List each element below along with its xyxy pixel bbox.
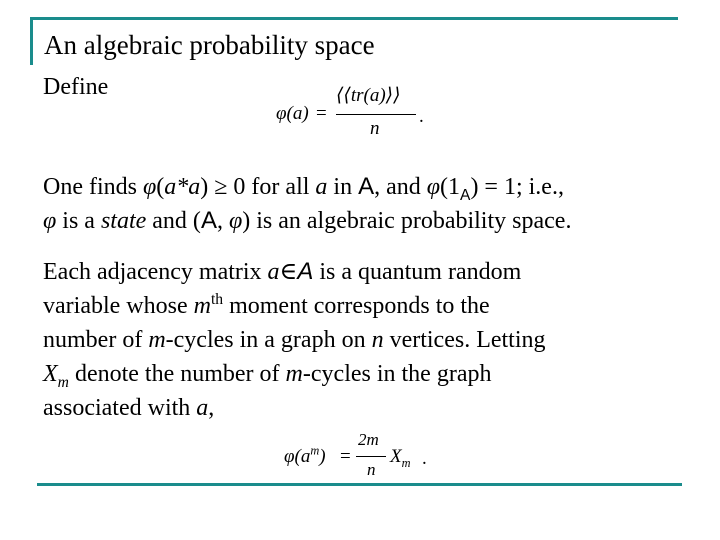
formula2-fraction-bar (356, 456, 386, 457)
element-of-symbol: ∈ (279, 259, 298, 285)
algebra-symbol: A (358, 173, 375, 200)
math-var: a (196, 395, 209, 421)
phi-symbol: φ (43, 208, 57, 234)
math-var: a*a (164, 174, 201, 200)
text-run: variable whose (43, 293, 194, 319)
text-run: denote the number of (68, 361, 286, 387)
formula2-equals: = (340, 446, 351, 467)
text-run: number of (43, 327, 149, 353)
formula2-lhs (284, 443, 326, 468)
phi-symbol: φ (142, 174, 157, 200)
formula1-equals: = (316, 103, 327, 124)
text-run: -cycles in the graph (302, 361, 492, 387)
text-run: One finds (43, 174, 143, 200)
para2-line5 (43, 391, 214, 425)
algebra-symbol: A (297, 258, 314, 285)
math-var: m (285, 361, 303, 387)
text-run: , (216, 208, 229, 234)
formula2-lhs-close: ) (319, 446, 326, 467)
math-var: m (148, 327, 166, 353)
para1-line1 (43, 170, 564, 204)
para2-line2 (43, 289, 490, 323)
text-run: -cycles in a graph on (165, 327, 372, 353)
slide-title: An algebraic probability space (44, 30, 375, 60)
superscript: th (210, 291, 224, 308)
formula-state-definition (276, 84, 446, 144)
formula2-denominator: n (367, 460, 376, 479)
text-run: ( (156, 174, 165, 200)
formula-moment (284, 430, 464, 485)
formula2-lhs-base: φ(a (284, 446, 311, 467)
subscript: A (460, 186, 471, 204)
text-run: moment corresponds to the (223, 293, 490, 319)
para2-line4 (43, 357, 491, 391)
para2-line1 (43, 255, 521, 289)
text-run: associated with (43, 395, 197, 421)
formula2-numerator: 2m (358, 430, 379, 449)
text-run: in (327, 174, 359, 200)
formula1-denominator: n (370, 118, 380, 139)
math-var: a (315, 174, 328, 200)
math-var: a (267, 259, 280, 285)
frame-left-rule (30, 17, 33, 65)
text-run: vertices. Letting (383, 327, 546, 353)
formula2-lhs-exponent: m (310, 443, 320, 458)
formula1-period: . (419, 106, 424, 127)
text-run: is a (56, 208, 101, 234)
text-run: is a quantum random (313, 259, 522, 285)
define-label: Define (43, 74, 109, 100)
formula2-period: . (422, 448, 427, 469)
text-run: , and (374, 174, 427, 200)
phi-symbol: φ (426, 174, 441, 200)
formula2-rhs-var: X (390, 446, 402, 467)
formula1-numerator: ⟨⟨tr(a)⟩⟩ (336, 85, 401, 106)
emphasis: state (100, 208, 147, 234)
subscript: m (57, 373, 69, 391)
text-run: (1 (440, 174, 461, 200)
phi-symbol: φ (228, 208, 243, 234)
formula1-lhs: φ(a) (276, 103, 309, 124)
frame-top-rule (30, 17, 678, 20)
math-var: n (371, 327, 384, 353)
para2-line3 (43, 323, 546, 357)
para1-line2 (43, 204, 571, 238)
text-run: , (208, 395, 215, 421)
text-run: ) = 1; i.e., (470, 174, 564, 200)
algebra-symbol: A (200, 207, 217, 234)
math-var: X (43, 361, 58, 387)
text-run: ) ≥ 0 for all (200, 174, 316, 200)
formula1-fraction-bar (336, 114, 416, 115)
text-run: and ( (146, 208, 201, 234)
text-run: ) is an algebraic probability space. (242, 208, 572, 234)
text-run: Each adjacency matrix (43, 259, 268, 285)
formula2-rhs (390, 446, 411, 468)
formula2-rhs-subscript: m (401, 455, 411, 470)
math-var: m (193, 293, 211, 319)
